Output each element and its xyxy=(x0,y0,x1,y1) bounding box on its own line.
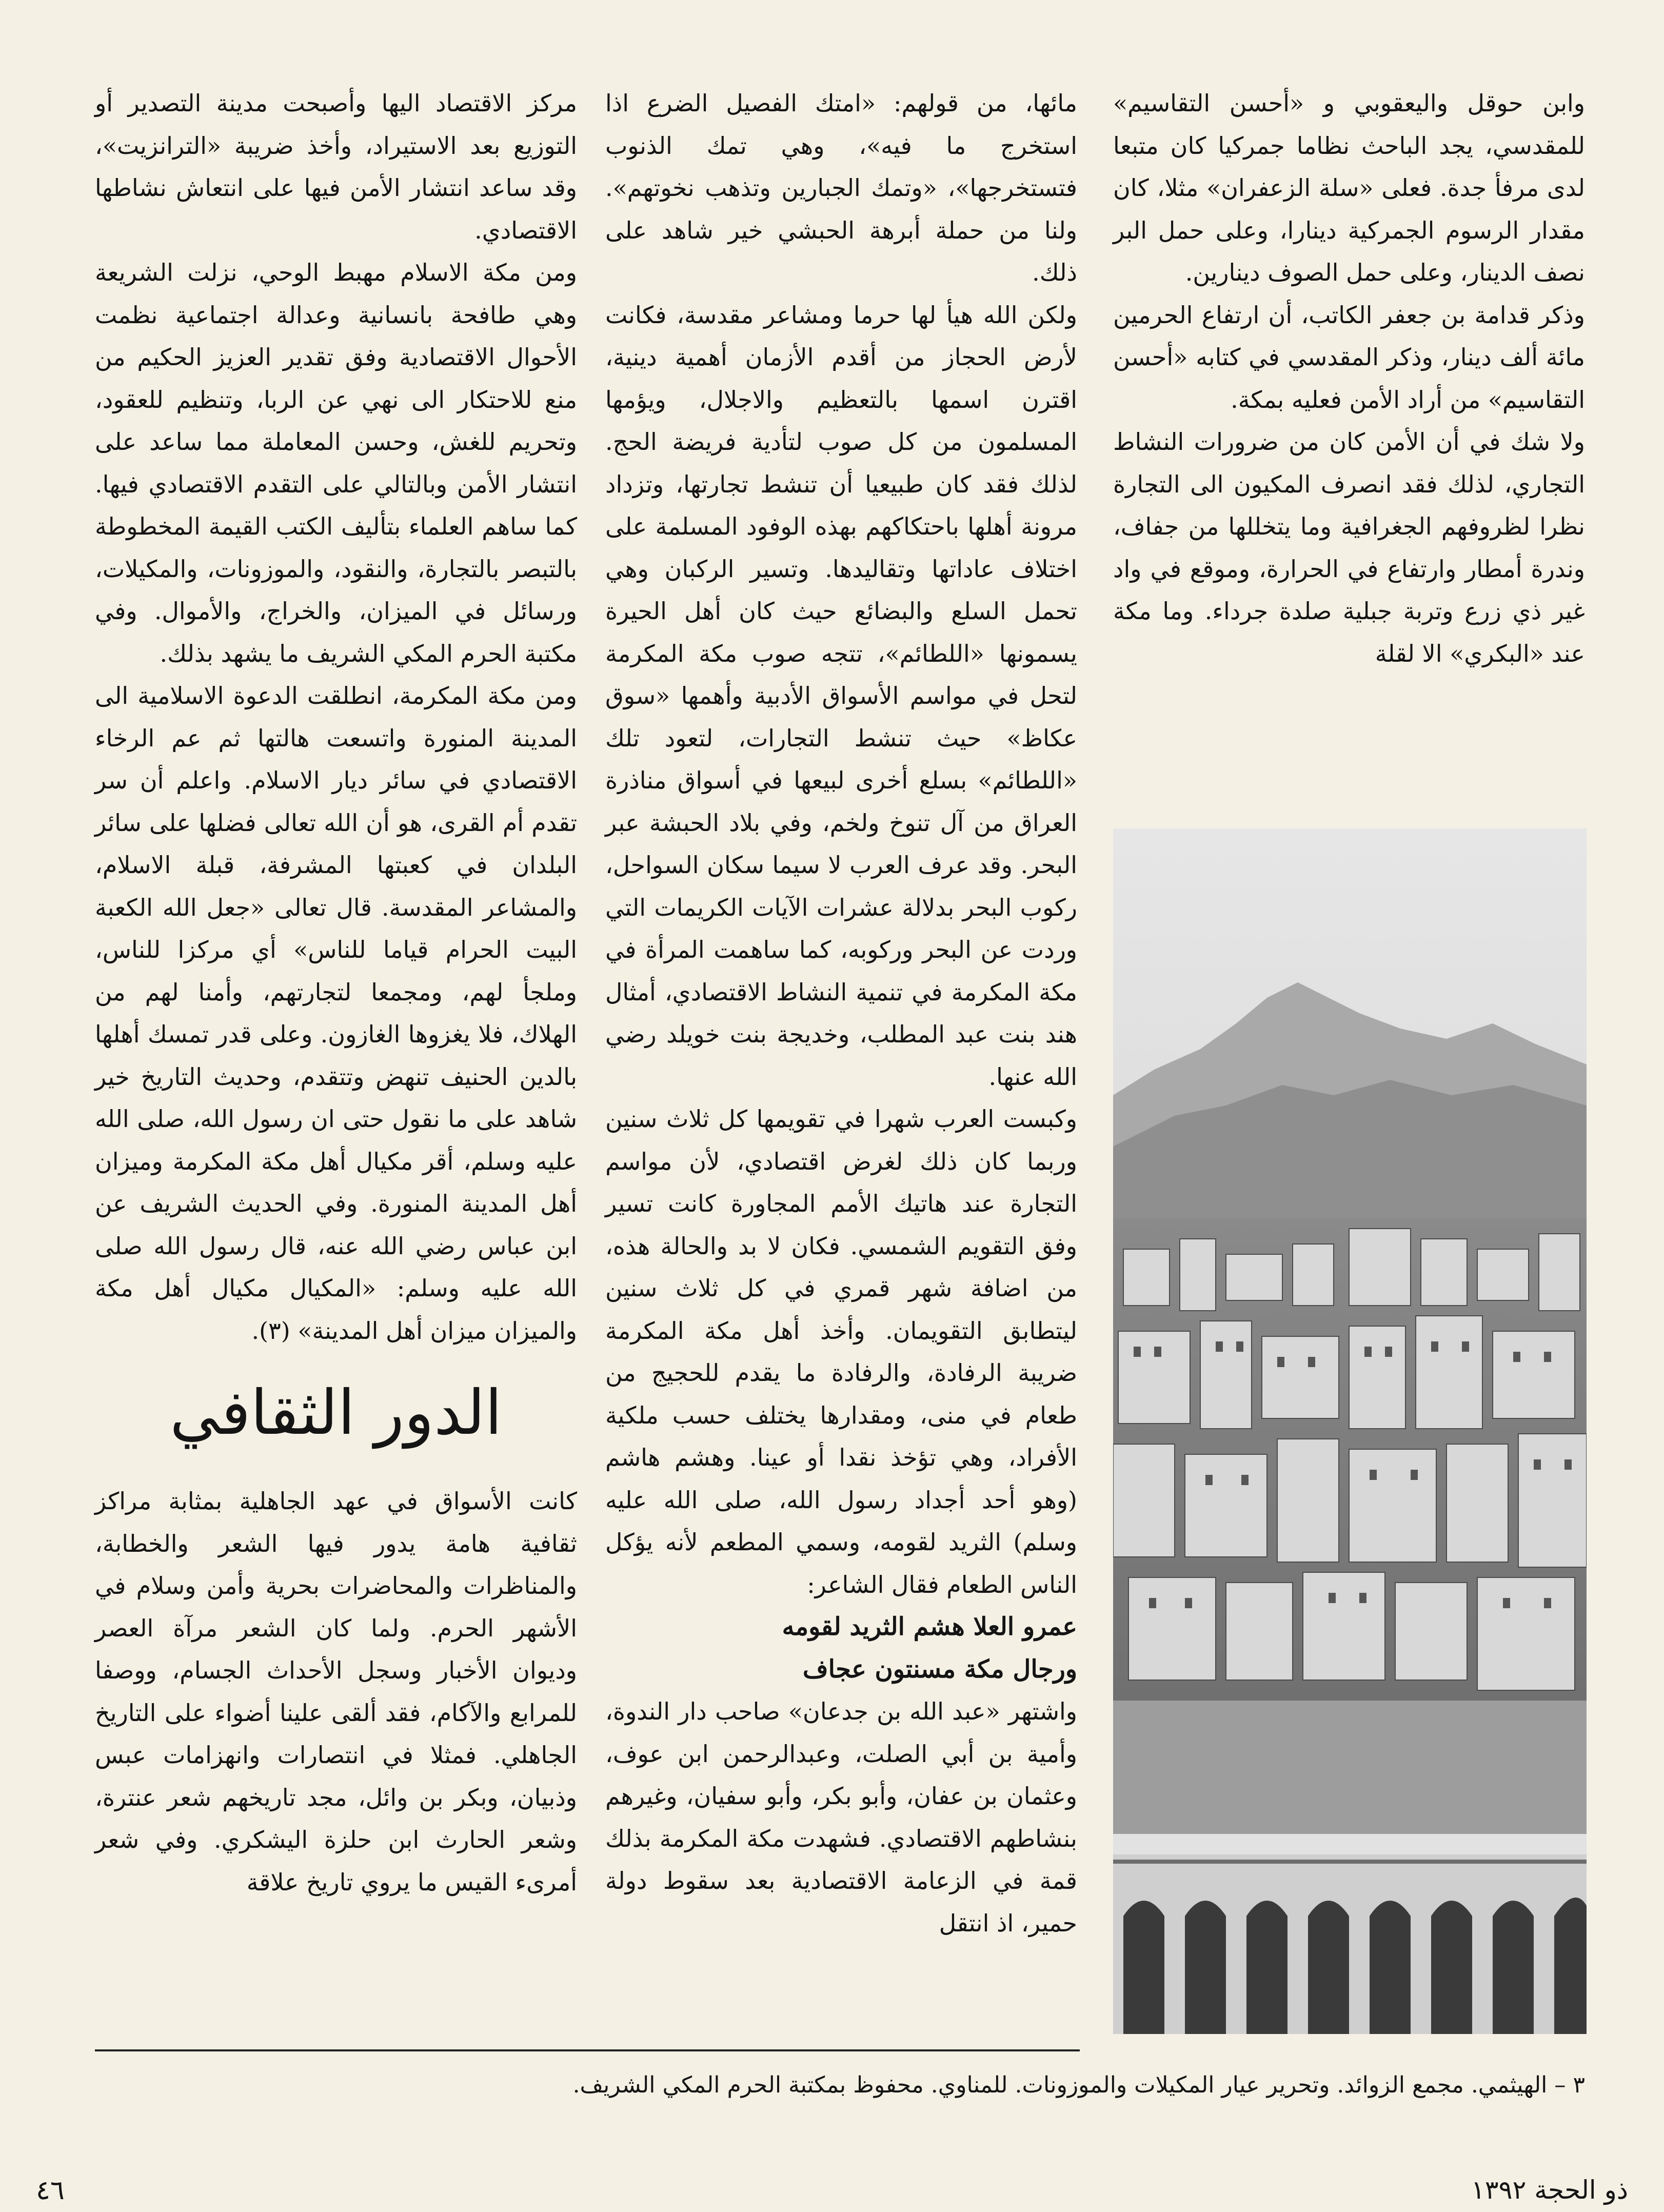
paragraph: ولا شك في أن الأمن كان من ضرورات النشاط التجاري، لذلك فقد انصرف المكيون الى التجارة نظرا لظروفهم الجغرافية وما يتخللها من جفاف، وندرة أمطار وارتفاع في الحرارة، وموقع في واد غير ذي زرع وتربة جبلية صلدة جرداء. وما مكة عند «البكري» الا لقلة xyxy=(1113,428,1585,667)
footnote-divider xyxy=(95,2049,1080,2051)
paragraph: مائها، من قولهم: «امتك الفصيل الضرع اذا استخرج ما فيه»، وهي تمك الذنوب فتستخرجها»، «وتمك الجبارين وتذهب نخوتهم». ولنا من حملة أبرهة الحبشي خير شاهد على ذلك. xyxy=(605,89,1077,286)
poem-verse-line: ورجال مكة مسنتون عجاف xyxy=(802,1654,1077,1684)
paragraph: وكبست العرب شهرا في تقويمها كل ثلاث سنين وربما كان ذلك لغرض اقتصادي، لأن مواسم التجارة عند هاتيك الأمم المجاورة كانت تسير وفق التقويم الشمسي. فكان لا بد والحالة هذه، من اضافة شهر قمري في كل ثلاث سنين ليتطابق التقويمان. وأخذ أهل مكة المكرمة ضريبة الرفادة، والرفادة ما يقدم للحجيج من طعام في منى، ومقدارها يختلف حسب ملكية الأفراد، وهي تؤخذ نقدا أو عينا. وهشم هاشم (وهو أحد أجداد رسول الله، صلى الله عليه وسلم) الثريد لقومه، وسمي المطعم لأنه يؤكل الناس الطعام فقال الشاعر: xyxy=(605,1105,1077,1598)
paragraph: مركز الاقتصاد اليها وأصبحت مدينة التصدير أو التوزيع بعد الاستيراد، وأخذ ضريبة «الترانزيت»، وقد ساعد انتشار الأمن فيها على انتعاش نشاطها الاقتصادي. xyxy=(95,89,577,244)
paragraph: وذكر قدامة بن جعفر الكاتب، أن ارتفاع الحرمين مائة ألف دينار، وذكر المقدسي في كتابه «أحسن التقاسيم» من أراد الأمن فعليه بمكة. xyxy=(1113,301,1585,413)
paragraph: واشتهر «عبد الله بن جدعان» صاحب دار الندوة، وأمية بن أبي الصلت، وعبدالرحمن ابن عوف، وعثمان بن عفان، وأبو بكر، وأبو سفيان، وغيرهم بنشاطهم الاقتصادي. فشهدت مكة المكرمة بذلك قمة في الزعامة الاقتصادية بعد سقوط دولة حمير، اذ انتقل xyxy=(605,1697,1077,1937)
paragraph: ومن مكة الاسلام مهبط الوحي، نزلت الشريعة وهي طافحة بانسانية وعدالة اجتماعية نظمت الأحوال الاقتصادية وفق تقدير العزيز الحكيم من منع للاحتكار الى نهي عن الربا، وتنظيم للعقود، وتحريم للغش، وحسن المعاملة مما ساعد على انتشار الأمن وبالتالي على التقدم الاقتصادي فيها. كما ساهم العلماء بتأليف الكتب القيمة المخطوطة بالتبصر بالتجارة، والنقود، والموزونات، والمكيلات، ورسائل في الميزان، والخراج، والأموال. وفي مكتبة الحرم المكي الشريف ما يشهد بذلك. xyxy=(95,259,577,667)
page-number: ٤٦ xyxy=(36,2175,65,2206)
poem-verse-line: عمرو العلا هشم الثريد لقومه xyxy=(782,1612,1077,1641)
paragraph: ولكن الله هيأ لها حرما ومشاعر مقدسة، فكانت لأرض الحجاز من أقدم الأزمان أهمية دينية، اقترن اسمها بالتعظيم والاجلال، ويؤمها المسلمون من كل صوب لتأدية فريضة الحج. لذلك فقد كان طبيعيا أن تنشط تجارتها، وتزداد مرونة أهلها باحتكاكهم بهذه الوفود المسلمة على اختلاف عاداتها وتقاليدها. وتسير الركبان وهي تحمل السلع والبضائع حيث كان أهل الحيرة يسمونها «اللطائم»، تتجه صوب مكة المكرمة لتحل في مواسم الأسواق الأدبية وأهمها «سوق عكاظ» حيث تنشط التجارات، لتعود تلك «اللطائم» بسلع أخرى لبيعها في أسواق مناذرة العراق من آل تنوخ ولخم، وفي بلاد الحبشة عبر البحر. وقد عرف العرب لا سيما سكان السواحل، ركوب البحر بدلالة عشرات الآيات الكريمات التي وردت عن البحر وركوبه، كما ساهمت المرأة في مكة المكرمة في تنمية النشاط الاقتصادي، أمثال هند بنت عبد المطلب، وخديجة بنت خويلد رضي الله عنها. xyxy=(605,301,1077,1091)
footnote: ٣ – الهيثمي. مجمع الزوائد. وتحرير عيار المكيلات والموزونات. للمناوي. محفوظ بمكتبة الحرم المكي الشريف. xyxy=(572,2072,1585,2098)
article-column-middle xyxy=(605,82,1077,1944)
paragraph: كانت الأسواق في عهد الجاهلية بمثابة مراكز ثقافية هامة يدور فيها الشعر والخطابة، والمناظرات والمحاضرات بحرية وأمن وسلام في الأشهر الحرم. ولما كان الشعر مرآة العصر وديوان الأخبار وسجل الأحداث الجسام، ووصفا للمرابع والآكام، فقد ألقى علينا أضواء على التاريخ الجاهلي. فمثلا في انتصارات وانهزامات عبس وذبيان، وبكر بن وائل، مجد تاريخهم شعر عنترة، وشعر الحارث ابن حلزة اليشكري. وفي شعر أمرىء القيس ما يروي تاريخ علاقة xyxy=(95,1487,577,1896)
article-column-right xyxy=(1113,82,1585,675)
article-column-left xyxy=(95,82,577,1903)
paragraph: ومن مكة المكرمة، انطلقت الدعوة الاسلامية الى المدينة المنورة واتسعت هالتها ثم عم الرخاء الاقتصادي في سائر ديار الاسلام. واعلم أن سر تقدم أم القرى، هو أن الله تعالى فضلها على سائر البلدان في كعبتها المشرفة، قبلة الاسلام، والمشاعر المقدسة. قال تعالى «جعل الله الكعبة البيت الحرام قياما للناس» أي مركزا للناس، وملجأ لهم، ومجمعا لتجارتهم، وأمنا لهم من الهلاك، فلا يغزوها الغازون. وعلى قدر تمسك أهلها بالدين الحنيف تنهض وتتقدم، وحديث التاريخ خير شاهد على ما نقول حتى ان رسول الله، صلى الله عليه وسلم، أقر مكيال أهل مكة المكرمة وميزان أهل المدينة المنورة. وفي الحديث الشريف عن ابن عباس رضي الله عنه، قال رسول الله صلى الله عليه وسلم: «المكيال مكيال أهل مكة والميزان ميزان أهل المدينة» (٣). xyxy=(95,682,578,1345)
paragraph: وابن حوقل واليعقوبي و «أحسن التقاسيم» للمقدسي، يجد الباحث نظاما جمركيا كان متبعا لدى مرفأ جدة. فعلى «سلة الزعفران» مثلا، كان مقدار الرسوم الجمركية دينارا، وعلى حمل البر نصف الدينار، وعلى حمل الصوف دينارين. xyxy=(1113,89,1585,286)
section-heading: الدور الثقافي xyxy=(170,1377,502,1449)
makkah-city-photo xyxy=(1113,828,1587,2034)
issue-date: ذو الحجة ١٣٩٢ xyxy=(1471,2175,1628,2205)
